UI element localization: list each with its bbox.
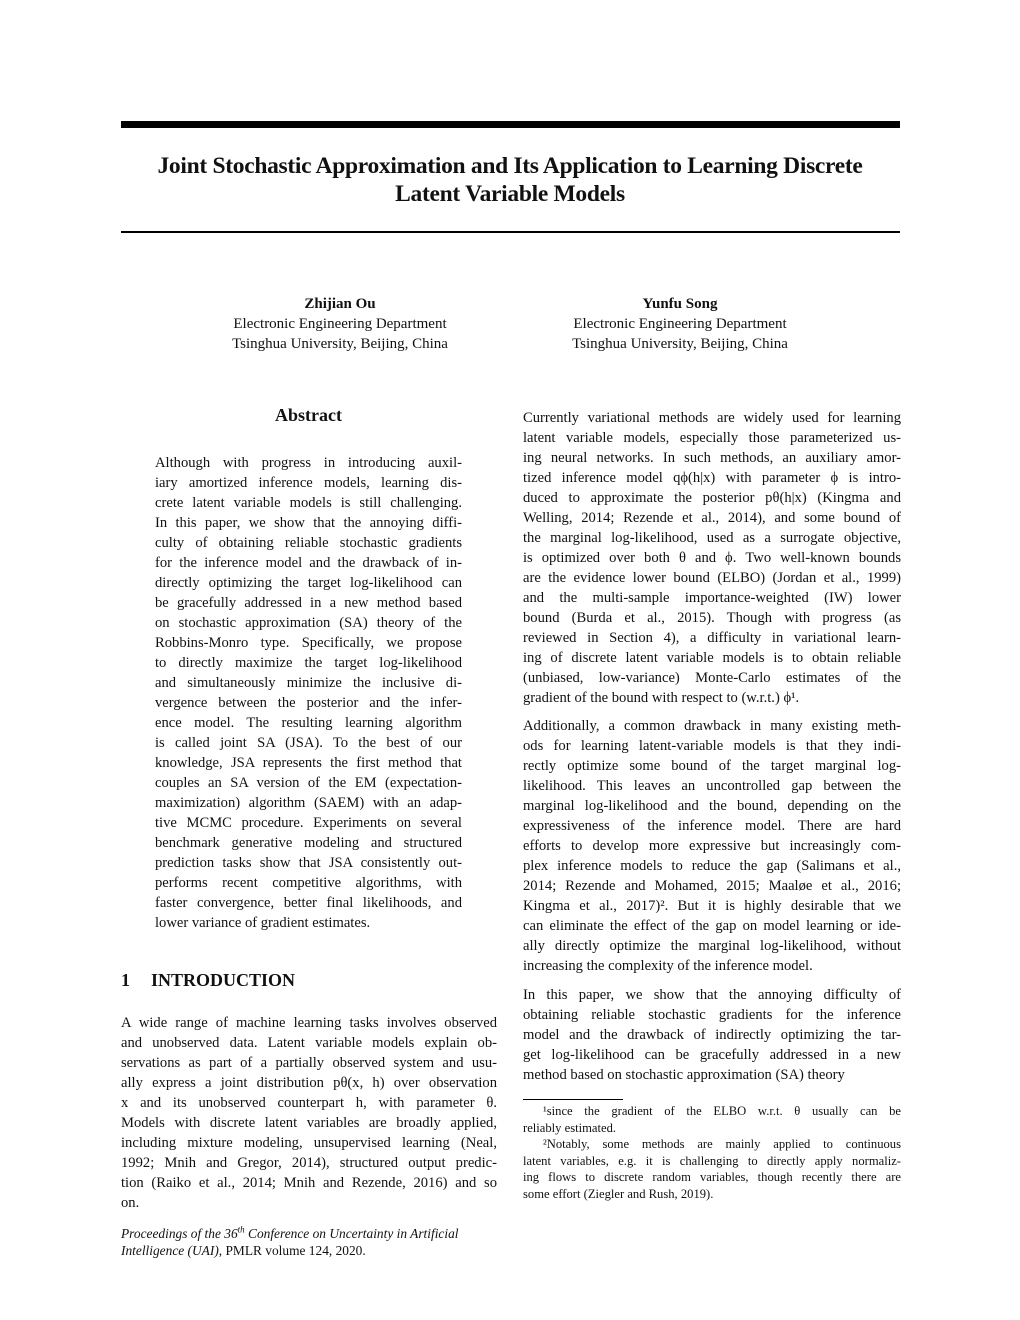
text-line: expressiveness of the inference model. There are hard (523, 818, 901, 834)
text-line: some effort (Ziegler and Rush, 2019). (523, 1186, 714, 1201)
footnote-rule (523, 1099, 623, 1100)
text-line: benchmark generative modeling and structured (155, 835, 462, 851)
text-line: reviewed in Section 4), a difficulty in variational learn- (523, 630, 901, 646)
abstract-body (155, 453, 462, 933)
text-line: Currently variational methods are widely used for learning (523, 410, 901, 426)
text-line: tized inference model qϕ(h|x) with parameter ϕ is intro- (523, 470, 901, 486)
text-line: for the inference model and the drawback of in- (155, 555, 462, 571)
text-line: lower variance of gradient estimates. (155, 915, 371, 931)
title-line-1: Joint Stochastic Approximation and Its Application to Learning Discrete (157, 153, 863, 179)
author-affiliation: Tsinghua University, Beijing, China (232, 336, 448, 352)
author-name: Yunfu Song (642, 296, 718, 312)
text-line: plex inference models to reduce the gap (Salimans et al., (523, 858, 901, 874)
text-line: get log-likelihood can be gracefully addressed in a new (523, 1047, 901, 1063)
text-line: ods for learning latent-variable models is that they indi- (523, 738, 901, 754)
proceedings-venue-cont: Conference on Uncertainty in Artificial (244, 1226, 459, 1241)
text-line: servations as part of a partially observed system and usu- (121, 1055, 497, 1071)
author-block-1 (190, 294, 490, 354)
text-line: bound (Burda et al., 2015). Though with progress (as (523, 610, 901, 626)
text-line: ¹since the gradient of the ELBO w.r.t. θ usually can be (543, 1104, 901, 1118)
text-line: marginal log-likelihood and the bound, depending on the (523, 798, 901, 814)
introduction-paragraph-2 (523, 408, 901, 708)
text-line: 1992; Mnih and Gregor, 2014), structured output predic- (121, 1155, 497, 1171)
text-line: latent variables, e.g. it is challenging to directly apply normaliz- (523, 1153, 901, 1168)
text-line: vergence between the posterior and the infer- (155, 695, 462, 711)
proceedings-note (121, 1225, 501, 1259)
text-line: including mixture modeling, unsupervised learning (Neal, (121, 1135, 497, 1151)
text-line: prediction tasks show that JSA consistently out- (155, 855, 462, 871)
text-line: latent variable models, especially those parameterized us- (523, 430, 901, 446)
text-line: performs recent competitive algorithms, with (155, 875, 462, 891)
author-department: Electronic Engineering Department (573, 316, 787, 332)
text-line: reliably estimated. (523, 1120, 617, 1135)
paper-title (100, 152, 920, 208)
title-top-rule (121, 121, 900, 128)
section-title: INTRODUCTION (151, 970, 296, 990)
text-line: Models with discrete latent variables are broadly applied, (121, 1115, 497, 1131)
text-line: couples an SA version of the EM (expectation- (155, 775, 462, 791)
text-line: directly optimizing the target log-likelihood can (155, 575, 462, 591)
author-affiliation: Tsinghua University, Beijing, China (572, 336, 788, 352)
text-line: ally directly optimize the marginal log-likelihood, without (523, 938, 901, 954)
proceedings-volume: , PMLR volume 124, 2020. (218, 1243, 366, 1258)
text-line: knowledge, JSA represents the first method that (155, 755, 462, 771)
text-line: In this paper, we show that the annoying diffi- (155, 515, 462, 531)
text-line: Kingma et al., 2017)². But it is highly desirable that we (523, 898, 901, 914)
title-bottom-rule (121, 231, 900, 233)
text-line: are the evidence lower bound (ELBO) (Jordan et al., 1999) (523, 570, 901, 586)
text-line: the marginal log-likelihood, used as a surrogate objective, (523, 530, 901, 546)
introduction-paragraph-4 (523, 985, 901, 1085)
text-line: ing flows to discrete random variables, though recently there are (523, 1170, 901, 1184)
proceedings-venue: Proceedings of the 36 (121, 1226, 238, 1241)
text-line: gradient of the bound with respect to (w.r.t.) ϕ¹. (523, 690, 800, 706)
abstract-heading: Abstract (275, 405, 342, 425)
text-line: culty of obtaining reliable stochastic gradients (155, 535, 462, 551)
text-line: is optimized over both θ and ϕ. Two well-known bounds (523, 550, 901, 566)
text-line: (unbiased, low-variance) Monte-Carlo estimates of the (523, 670, 901, 686)
proceedings-ordinal: th (237, 1224, 245, 1235)
text-line: and unobserved data. Latent variable models explain ob- (121, 1035, 497, 1051)
proceedings-venue-abbr: Intelligence (UAI) (121, 1243, 219, 1258)
text-line: Although with progress in introducing auxil- (155, 455, 462, 471)
text-line: iary amortized inference models, learning dis- (155, 475, 462, 491)
text-line: be gracefully addressed in a new method based (155, 595, 462, 611)
text-line: ²Notably, some methods are mainly applied to continuous (543, 1137, 901, 1151)
text-line: likelihood. This leaves an uncontrolled gap between the (523, 778, 901, 794)
text-line: ing neural networks. In such methods, an auxiliary amor- (523, 450, 901, 466)
text-line: ence model. The resulting learning algorithm (155, 715, 462, 731)
text-line: can eliminate the effect of the gap on model learning or ide- (523, 918, 901, 934)
text-line: Robbins-Monro type. Specifically, we propose (155, 635, 462, 651)
text-line: efforts to develop more expressive but increasingly com- (523, 838, 901, 854)
text-line: increasing the complexity of the inference model. (523, 958, 813, 974)
text-line: duced to approximate the posterior pθ(h|x) (Kingma and (523, 490, 901, 506)
text-line: maximization) algorithm (SAEM) with an adap- (155, 795, 462, 811)
text-line: tive MCMC procedure. Experiments on several (155, 815, 462, 831)
text-line: A wide range of machine learning tasks involves observed (121, 1015, 497, 1031)
title-line-2: Latent Variable Models (395, 181, 625, 207)
text-line: to directly maximize the target log-likelihood (155, 655, 462, 671)
text-line: tion (Raiko et al., 2014; Mnih and Rezende, 2016) and so (121, 1175, 497, 1191)
text-line: Welling, 2014; Rezende et al., 2014), and some bound of (523, 510, 901, 526)
text-line: model and the drawback of indirectly optimizing the tar- (523, 1027, 901, 1043)
introduction-paragraph-1 (121, 1013, 497, 1213)
text-line: method based on stochastic approximation (SA) theory (523, 1067, 845, 1083)
introduction-paragraph-3 (523, 716, 901, 976)
text-line: faster convergence, better final likelihoods, and (155, 895, 462, 911)
text-line: Additionally, a common drawback in many existing meth- (523, 718, 901, 734)
text-line: rectly optimize some bound of the target marginal log- (523, 758, 901, 774)
text-line: and the multi-sample importance-weighted (IW) lower (523, 590, 901, 606)
text-line: is called joint SA (JSA). To the best of our (155, 735, 462, 751)
section-number: 1 (121, 970, 130, 990)
text-line: obtaining reliable stochastic gradients for the inference (523, 1007, 901, 1023)
text-line: x and its unobserved counterpart h, with parameter θ. (121, 1095, 497, 1111)
text-line: 2014; Rezende and Mohamed, 2015; Maaløe et al., 2016; (523, 878, 901, 894)
author-name: Zhijian Ou (304, 296, 376, 312)
text-line: In this paper, we show that the annoying difficulty of (523, 987, 901, 1003)
text-line: ing of discrete latent variable models is to obtain reliable (523, 650, 901, 666)
author-department: Electronic Engineering Department (233, 316, 447, 332)
footnotes (523, 1103, 901, 1202)
text-line: on. (121, 1195, 140, 1211)
text-line: and simultaneously minimize the inclusive di- (155, 675, 462, 691)
text-line: ally express a joint distribution pθ(x, h) over observation (121, 1075, 497, 1091)
text-line: crete latent variable models is still challenging. (155, 495, 462, 511)
section-heading-introduction (121, 970, 295, 991)
text-line: on stochastic approximation (SA) theory of the (155, 615, 462, 631)
author-block-2 (530, 294, 830, 354)
